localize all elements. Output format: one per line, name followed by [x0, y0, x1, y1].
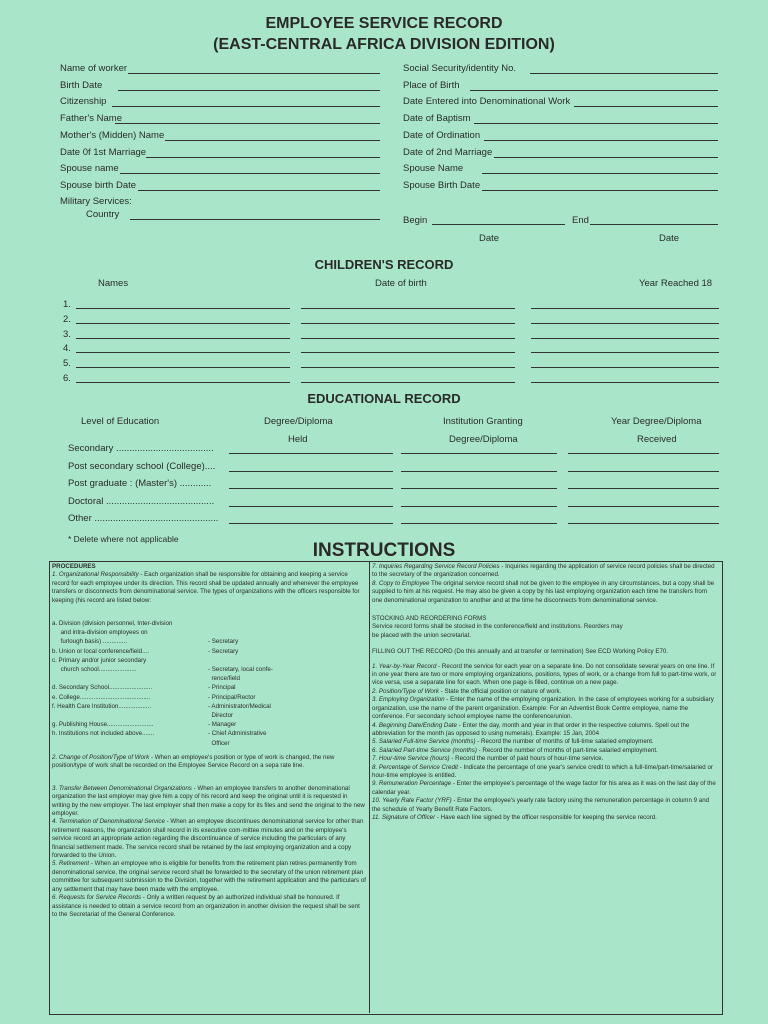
filling-item-text: - Have each line signed by the officer responsible for keeping the service record.: [435, 813, 657, 821]
personal-field-input[interactable]: [128, 73, 380, 74]
instructions-left-bottom: [52, 754, 366, 919]
education-institution-input[interactable]: [401, 523, 557, 524]
organization-name: h. Institutions not included above.......: [52, 730, 155, 738]
personal-field-label: Citizenship: [60, 96, 107, 108]
child-name-input[interactable]: [76, 338, 290, 339]
procedure-6-text: - Only a written request by an authorized individual shall be honoured. If assistance is needed to obtain a service record from an organization in another division the request shall be sent to the Secretariat of the General Conference.: [52, 894, 360, 918]
organization-officer: - Chief Administrative: [208, 730, 267, 738]
education-year-input[interactable]: [568, 471, 719, 472]
organization-name: furlough basis) ..............: [52, 638, 127, 646]
filling-item-text: - Enter the name of the employing organization. In the case of employees working for a subsidiary organization, use the name of the parent organization. Example: For an Adventist Book Centre employee, name the conference. For secondary school employee name the conference/union.: [372, 696, 714, 721]
child-row-number: 5.: [63, 358, 71, 370]
child-dob-input[interactable]: [301, 323, 515, 324]
procedure-3-text: - When an employee transfers to another denominational organization the last employer may give him a copy of his record and keep the original until it is requested in writing by the new employer. The last employer shall then make a copy for its files and send the original to the new employer.: [52, 784, 365, 818]
edu-col-degree-2: Held: [288, 434, 308, 445]
child-year18-input[interactable]: [531, 338, 719, 339]
filling-item: [372, 814, 718, 822]
child-row-number: 4.: [63, 343, 71, 355]
education-year-input[interactable]: [568, 488, 719, 489]
filling-item-title: 3. Employing Organization: [372, 696, 445, 704]
personal-field-label: Spouse Name: [403, 163, 464, 175]
filling-item: [372, 738, 718, 746]
procedure-5-text: - When an employee who is eligible for benefits from the retirement plan retires permanently from denominational service, the original service record shall be forwarded to the secretary of the union retirement plan committee for subsequent submission to the Division, together with the retirement application and the particulars of any settlement that may have been made with the employee.: [52, 860, 367, 893]
personal-field-input[interactable]: [484, 140, 718, 141]
organization-name: g. Publishing House...........................: [52, 721, 154, 729]
personal-field-input[interactable]: [470, 90, 718, 91]
filling-item-title: 1. Year-by-Year Record: [372, 662, 437, 670]
education-institution-input[interactable]: [401, 488, 557, 489]
personal-field-label: Date of Ordination: [403, 129, 481, 141]
filling-item-text: - Record the number of months of part-time salaried employment.: [476, 746, 658, 754]
child-row-number: 6.: [63, 373, 71, 384]
organization-name: a. Division (division personnel, Inter-division: [52, 620, 173, 627]
children-col-names: Names: [98, 278, 129, 289]
personal-field-input[interactable]: [115, 123, 380, 124]
filling-item-text: - Record the number of paid hours of hour-time service.: [449, 755, 604, 763]
education-level-label: Other ...............................................: [68, 513, 219, 524]
procedure-6: [52, 894, 366, 919]
filling-item-text: - Record the service for each year on a separate line. Do not consolidate several years on one line. If in one year there are two or more employing organizations, positions, types of work, or a change from full to part-time work, or vice versa, use a separate line for each. When one page is filled, continue on a new page.: [372, 662, 717, 687]
edu-col-inst-1: Institution Granting: [443, 416, 523, 427]
filling-item: [372, 780, 718, 797]
child-dob-input[interactable]: [301, 308, 515, 309]
education-level-label: Doctoral .........................................: [68, 495, 215, 507]
instructions-left-top: [52, 563, 366, 605]
personal-field-label: Spouse Birth Date: [403, 179, 481, 191]
education-institution-input[interactable]: [401, 471, 557, 472]
procedure-8: [372, 580, 718, 605]
personal-field-label: Spouse name: [60, 163, 119, 175]
filling-item-title: 7. Hour-time Service (hours): [372, 755, 450, 763]
organization-officer: Director: [208, 712, 234, 719]
organization-officer: - Secretary, local confe-: [208, 666, 273, 673]
procedure-1-title: 1. Organizational Responsibility: [52, 571, 139, 579]
edu-col-level: Level of Education: [81, 416, 160, 427]
procedure-4-text: - When an employee discontinues denominational service for other than retirement reasons, the organization shall record in its executive com-mittee minutes and on the employee's service record an appropriate action regarding the discontinuance of service including the particulars of any financial settlement made. The service record shall be retained by the last employing organization and a copy forwarded to the Union.: [52, 818, 364, 860]
personal-field-input[interactable]: [146, 157, 380, 158]
children-col-dob: Date of birth: [375, 278, 427, 289]
education-degree-input[interactable]: [229, 488, 393, 489]
child-name-input[interactable]: [76, 382, 290, 383]
filling-item-title: 6. Salaried Part-time Service (months): [372, 746, 477, 754]
personal-field-label: Social Security/identity No.: [403, 63, 516, 74]
procedure-2-title: 2. Change of Position/Type of Work: [52, 754, 150, 761]
filling-item: [372, 747, 718, 755]
filling-item-title: 8. Percentage of Service Credit: [372, 763, 458, 771]
filling-item-text: - State the official position or nature of work.: [438, 687, 562, 695]
form-title: EMPLOYEE SERVICE RECORD: [265, 15, 503, 32]
begin-label: Begin: [403, 215, 428, 226]
filling-item-text: - Indicate the percentage of one year's service credit to which a full-time/part-time/salaried or hour-time employee is entitled.: [372, 763, 713, 779]
filling-item-title: 2. Position/Type of Work: [372, 687, 439, 695]
filling-item-text: - Enter the employee's percentage of the wage factor for his area as it was on the last day of the calendar year.: [372, 780, 716, 796]
instructions-right: [372, 563, 718, 822]
education-level-label: Secondary .....................................: [68, 443, 214, 454]
personal-field-input[interactable]: [118, 90, 380, 91]
procedure-3: [52, 785, 366, 819]
instructions-divider: [369, 561, 370, 1013]
organization-officer: Officer: [208, 739, 230, 747]
edu-col-degree-1: Degree/Diploma: [264, 416, 333, 427]
filling-item-text: - Record the number of months of full-time salaried employment.: [475, 738, 654, 746]
organization-name: d. Secondary School.........................: [52, 684, 153, 692]
personal-field-input[interactable]: [482, 173, 718, 174]
child-year18-input[interactable]: [531, 367, 719, 368]
child-row-number: 1.: [63, 299, 71, 310]
personal-field-label: Place of Birth: [403, 79, 460, 91]
stocking-heading: STOCKING AND REORDERING FORMS: [372, 615, 487, 623]
organization-name: c. Primary and/or junior secondary: [52, 656, 147, 664]
procedure-6-title: 6. Requests for Service Records: [52, 894, 142, 902]
end-date-caption: Date: [659, 233, 680, 244]
procedure-7-text: - Inquiries regarding the application of service record policies shall be directed to the secretary of the organization concerned.: [372, 563, 715, 579]
procedure-8-title: 8. Copy to Employee: [372, 579, 430, 587]
personal-field-input[interactable]: [494, 157, 718, 158]
procedure-8-text: The original service record shall not be given to the employee in any circumstances, but a copy shall be supplied to him at his request. He may also be given a copy by his last employing organization each time he transfers from one denominational organization to another and at the time he disconnects from denominational service.: [372, 579, 715, 604]
stocking-text-2: be placed with the union secretariat.: [372, 631, 472, 639]
procedure-3-title: 3. Transfer Between Denominational Organizations: [52, 784, 192, 792]
procedure-4-title: 4. Termination of Denominational Service: [52, 818, 165, 826]
filling-item-title: 4. Beginning Date/Ending Date: [372, 721, 457, 729]
organization-officer: - Secretary: [208, 638, 239, 646]
procedure-4: [52, 818, 366, 860]
filling-item: [372, 755, 718, 763]
education-degree-input[interactable]: [229, 506, 393, 507]
child-dob-input[interactable]: [301, 338, 515, 339]
procedure-2: [52, 754, 366, 771]
child-year18-input[interactable]: [531, 382, 719, 383]
personal-field-input[interactable]: [474, 123, 718, 124]
personal-field-label: Name of worker: [60, 63, 128, 74]
edu-col-year-2: Received: [637, 434, 677, 445]
education-level-label: Post secondary school (College)....: [68, 460, 216, 472]
delete-note: * Delete where not applicable: [68, 534, 179, 544]
begin-date-caption: Date: [479, 233, 500, 244]
filling-item: [372, 722, 718, 739]
child-dob-input[interactable]: [301, 367, 515, 368]
procedure-5: [52, 860, 366, 894]
childrens-record-title: CHILDREN'S RECORD: [314, 257, 454, 272]
filling-item-title: 11. Signature of Officer: [372, 813, 436, 821]
organization-officer: - Manager: [208, 721, 237, 729]
procedures-heading: PROCEDURES: [52, 563, 96, 570]
personal-field-input[interactable]: [574, 106, 718, 107]
procedure-5-title: 5. Retirement: [52, 860, 90, 868]
education-level-label: Post graduate : (Master's) ............: [68, 478, 212, 489]
child-name-input[interactable]: [76, 352, 290, 353]
education-degree-input[interactable]: [229, 453, 393, 454]
filling-item-text: - Enter the day, month and year in that order in the respective columns. Spell out the abbreviation for the month (as opposed to using numerals). Example: 15 Jan, 2004: [372, 721, 690, 737]
education-year-input[interactable]: [568, 506, 719, 507]
personal-field-label: Date of Baptism: [403, 113, 471, 125]
education-degree-input[interactable]: [229, 471, 393, 472]
child-row-number: 2.: [63, 313, 71, 325]
personal-field-label: Date of 2nd Marriage: [403, 146, 493, 158]
child-name-input[interactable]: [76, 308, 290, 309]
child-name-input[interactable]: [76, 323, 290, 324]
procedure-7: [372, 563, 718, 580]
organization-officer: - Principal/Rector: [208, 693, 256, 701]
filling-item-title: 5. Salaried Full-time Service (months): [372, 738, 476, 746]
personal-field-input[interactable]: [530, 73, 718, 74]
end-date-field[interactable]: [590, 224, 718, 225]
organization-name: b. Union or local conference/field....: [52, 647, 149, 655]
organization-name: and intra-division employees on: [52, 629, 148, 637]
country-label: Country: [86, 209, 120, 220]
form-subtitle: (EAST-CENTRAL AFRICA DIVISION EDITION): [213, 36, 555, 53]
filling-item-text: - Enter the employee's yearly rate factory using the remuneration percentage in column 9 and the schedule of Yearly Benefit Rate Factors.: [372, 797, 710, 813]
filling-item: [372, 764, 718, 781]
procedure-7-title: 7. Inquiries Regarding Service Record Policies: [372, 563, 500, 570]
personal-field-input[interactable]: [482, 190, 718, 191]
military-country-input[interactable]: [130, 219, 380, 220]
child-year18-input[interactable]: [531, 308, 719, 309]
organization-officer: - Secretary: [208, 647, 239, 655]
personal-field-label: Father's Name: [60, 113, 123, 125]
personal-field-label: Mother's (Midden) Name: [60, 129, 165, 141]
procedure-1: [52, 571, 366, 605]
end-label: End: [572, 215, 589, 226]
filling-item: [372, 688, 718, 696]
personal-field-input[interactable]: [120, 173, 380, 174]
personal-field-input[interactable]: [138, 190, 380, 191]
filling-item-title: 9. Remuneration Percentage: [372, 780, 452, 788]
child-dob-input[interactable]: [301, 382, 515, 383]
filling-item: [372, 797, 718, 814]
education-degree-input[interactable]: [229, 523, 393, 524]
stocking-text: Service record forms shall be stocked in the conference/field and institutions. Reorders may: [372, 623, 623, 631]
personal-field-input[interactable]: [112, 106, 380, 107]
personal-field-label: Spouse birth Date: [60, 179, 137, 191]
personal-field-label: Date Entered into Denominational Work: [403, 96, 571, 108]
child-row-number: 3.: [63, 328, 71, 340]
children-col-year18: Year Reached 18: [639, 278, 713, 289]
organization-officer: rence/field: [208, 675, 240, 683]
education-institution-input[interactable]: [401, 453, 557, 454]
organization-name: church school......................: [52, 666, 137, 673]
organization-officer: - Administrator/Medical: [208, 702, 271, 710]
education-institution-input[interactable]: [401, 506, 557, 507]
filling-item: [372, 696, 718, 721]
edu-col-year-1: Year Degree/Diploma: [611, 416, 702, 427]
child-year18-input[interactable]: [531, 323, 719, 324]
child-year18-input[interactable]: [531, 352, 719, 353]
filling-heading: FILLING OUT THE RECORD (Do this annually and at transfer or termination) See ECD Working Policy E70.: [372, 648, 669, 656]
begin-date-field[interactable]: [432, 224, 565, 225]
organization-name: e. College.........................................: [52, 693, 151, 701]
organization-officer: - Principal: [208, 684, 236, 692]
personal-field-label: Birth Date: [60, 79, 103, 91]
filling-item-title: 10. Yearly Rate Factor (YRF): [372, 797, 452, 805]
educational-record-title: EDUCATIONAL RECORD: [307, 391, 461, 406]
education-year-input[interactable]: [568, 523, 719, 524]
filling-item: [372, 663, 718, 688]
procedure-2-text: - When an employee's position or type of work is changed, the new position/type of work shall be recorded on the Employee Service Record on a sepa rate line.: [52, 754, 335, 770]
personal-field-label: Date 0f 1st Marriage: [60, 146, 147, 158]
instructions-title: INSTRUCTIONS: [312, 540, 456, 561]
edu-col-inst-2: Degree/Diploma: [449, 434, 518, 445]
child-dob-input[interactable]: [301, 352, 515, 353]
organization-name: f. Health Care Institution...................: [52, 702, 152, 710]
child-name-input[interactable]: [76, 367, 290, 368]
filling-items: [372, 663, 718, 823]
personal-field-input[interactable]: [165, 140, 380, 141]
education-year-input[interactable]: [568, 453, 719, 454]
procedure-1-text: - Each organization shall be responsible for obtaining and keeping a service record for each employee under its direction. This record shall be updated annually and whenever the employee transfers or disconnects from denominational service. The types of organizations with the officers responsible for keeping (his record are listed below:: [52, 571, 360, 604]
military-label: Military Services:: [60, 196, 132, 207]
